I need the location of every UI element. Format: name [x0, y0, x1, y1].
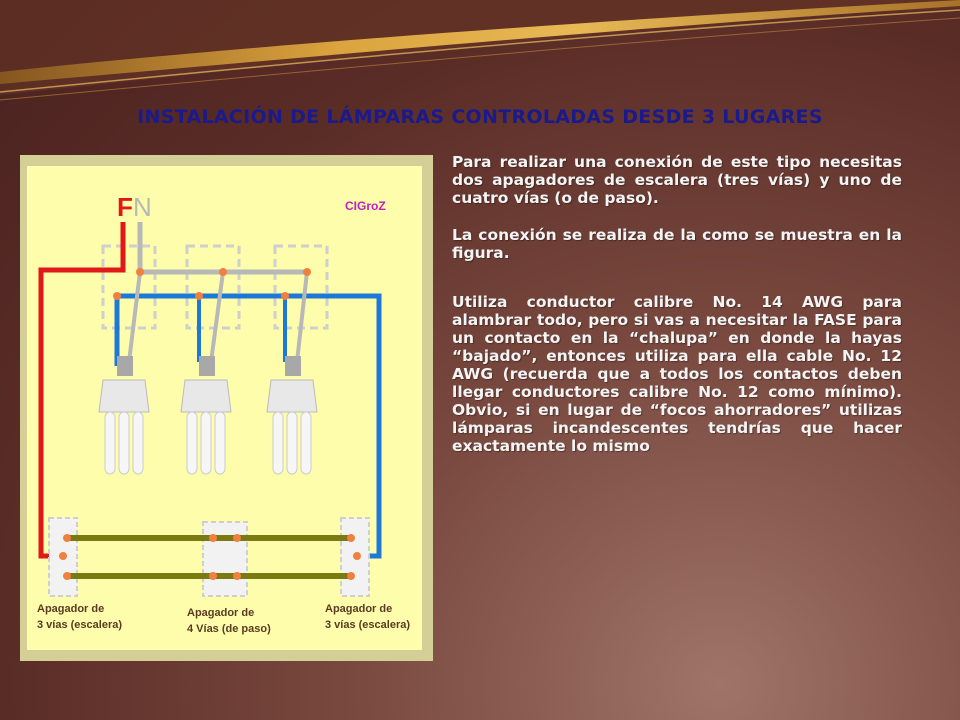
- node-dot: [219, 268, 227, 276]
- node-dot: [63, 534, 71, 542]
- switch-right-label-2: 3 vías (escalera): [325, 619, 411, 631]
- node-dot: [303, 268, 311, 276]
- decorative-swoosh: [0, 0, 960, 110]
- phase-label: F: [117, 192, 133, 222]
- switched-wire: [117, 296, 379, 556]
- n-drop-3: [297, 272, 307, 362]
- wiring-diagram: [27, 166, 422, 650]
- node-dot: [233, 572, 241, 580]
- node-dot: [233, 534, 241, 542]
- node-dot: [281, 292, 289, 300]
- lamp-3: [267, 356, 317, 474]
- neutral-label: N: [133, 192, 152, 222]
- junction-box-2: [187, 246, 239, 328]
- logo: CIGroZ: [345, 199, 386, 213]
- paragraph-2: La conexión se realiza de la como se muestra en la figura.: [452, 226, 902, 262]
- node-dot: [209, 534, 217, 542]
- switch-4way-center: [203, 522, 247, 596]
- node-dot: [63, 572, 71, 580]
- paragraph-1: Para realizar una conexión de este tipo necesitas dos apagadores de escalera (tres vías) y uno de cuatro vías (o de paso).: [452, 153, 902, 207]
- paragraph-3: Utiliza conductor calibre No. 14 AWG para alambrar todo, pero si vas a necesitar la FASE para un contacto en la “chalupa” en donde la hayas “bajado”, entonces utiliza para ella cable No. 12 AWG (recuerda que a todos los contactos deben llegar conductores calibre No. 12 como mínimo). Obvio, si en lugar de “focos ahorradores” utilizas lámparas incandescentes tendrías que hacer exactamente lo mismo: [452, 293, 902, 455]
- switch-right-label-1: Apagador de: [325, 603, 393, 615]
- switch-left-label-1: Apagador de: [37, 603, 105, 615]
- n-drop-1: [129, 272, 140, 362]
- switch-center-label-1: Apagador de: [187, 607, 255, 619]
- node-dot: [353, 552, 361, 560]
- node-dot: [347, 534, 355, 542]
- diagram-panel: [27, 166, 422, 650]
- node-dot: [113, 292, 121, 300]
- node-dot: [136, 268, 144, 276]
- lamp-1: [99, 356, 149, 474]
- page-title: INSTALACIÓN DE LÁMPARAS CONTROLADAS DESDE 3 LUGARES: [137, 106, 823, 128]
- lamp-2: [181, 356, 231, 474]
- node-dot: [195, 292, 203, 300]
- body-text: [452, 153, 902, 455]
- node-dot: [59, 552, 67, 560]
- node-dot: [209, 572, 217, 580]
- junction-box-1: [103, 246, 155, 328]
- n-drop-2: [211, 272, 223, 362]
- switch-left-label-2: 3 vías (escalera): [37, 619, 123, 631]
- node-dot: [347, 572, 355, 580]
- switch-center-label-2: 4 Vías (de paso): [187, 623, 271, 635]
